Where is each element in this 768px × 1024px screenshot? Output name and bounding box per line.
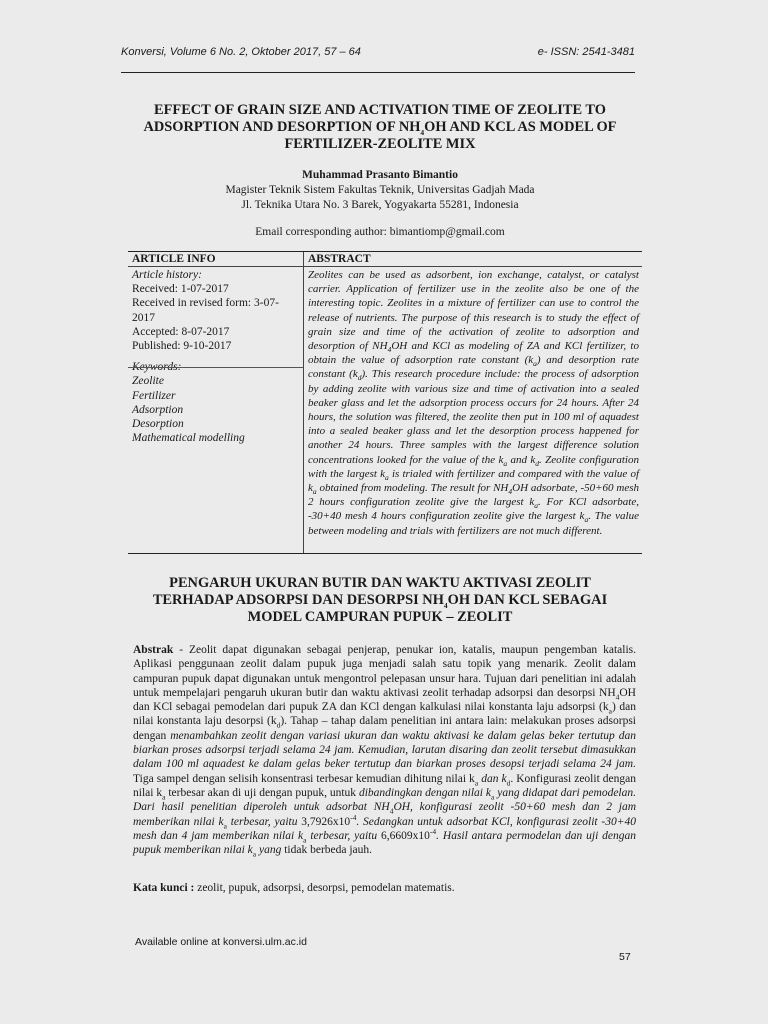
author-name: Muhammad Prasanto Bimantio xyxy=(302,169,458,181)
title2-line-1: PENGARUH UKURAN BUTIR DAN WAKTU AKTIVASI ZEOLIT xyxy=(169,575,591,591)
author-affiliation: Magister Teknik Sistem Fakultas Teknik, Universitas Gadjah Mada xyxy=(225,184,535,196)
running-header xyxy=(121,44,635,73)
title-line-3: FERTILIZER-ZEOLITE MIX xyxy=(284,136,476,152)
abstract-heading: ABSTRACT xyxy=(308,253,371,265)
article-history xyxy=(132,268,300,445)
article-info-table xyxy=(128,251,642,554)
available-online-link[interactable]: Available online at konversi.ulm.ac.id xyxy=(135,936,307,948)
kata-kunci xyxy=(133,882,636,894)
paper-title-english xyxy=(120,102,640,153)
kata-kunci-text: zeolit, pupuk, adsorpsi, desorpsi, pemodelan matematis. xyxy=(194,882,455,894)
keyword-item: Zeolite xyxy=(132,375,164,388)
kata-kunci-label: Kata kunci : xyxy=(133,882,195,894)
author-block xyxy=(120,168,640,213)
accepted-date: Accepted: 8-07-2017 xyxy=(132,325,230,338)
keyword-item: Adsorption xyxy=(132,403,184,416)
abstrak-label: Abstrak xyxy=(133,644,174,656)
author-email: Email corresponding author: bimantiomp@gmail.com xyxy=(255,226,505,238)
keyword-item: Mathematical modelling xyxy=(132,432,245,445)
revised-date: Received in revised form: 3-07- xyxy=(132,297,279,310)
revised-date-year: 2017 xyxy=(132,311,155,324)
title-line-2: ADSORPTION AND DESORPTION OF $NH_4OH$ AND KCL AS MODEL OF xyxy=(143,119,617,137)
received-date: Received: 1-07-2017 xyxy=(132,283,229,296)
abstract-text: Zeolites can be used as adsorbent, ion exchange, catalyst, or catalyst carrier. Application of fertilizer use in the zeolite also be one of the interesting topic. Zeolites in a mixture of fertilizer can use to control the release of nutrients. The purpose of this research is to study the effect of grain size and time of the activation of zeolite to adsorption and desorption of $NH_4OH$ and KCl as modeling of ZA and KCl fertilizer, to obtain the value of adsorption rate constant $(k_a)$ and desorption rate constant $(k_d)$. This research procedure include: the process of adsorption by adding zeolite with various size and time of activation into a sealed beaker glass and let the adsorption process occurs for 24 hours. After 24 hours, the solution was filtered, the zeolite then put in 100 ml of aquadest into a sealed beaker glass and let the desorption process happened for another 24 hours. Three samples with the largest difference solution concentrations looked for the value of the $k_a$ and $k_d$. Zeolite configuration with the largest $k_a$ is trialed with fertilizer and compared with the value of $k_a$ obtained from modeling. The result for $NH_4OH$ adsorbate, -50+60 mesh 2 hours configuration zeolite give the largest $k_a$. For KCl adsorbate, -30+40 mesh 4 hours configuration zeolite give the largest $k_a$. The value between modeling and trials with fertilizers are not much different. xyxy=(308,269,640,537)
title2-line-3: MODEL CAMPURAN PUPUK – ZEOLIT xyxy=(247,609,513,625)
issn: e- ISSN: 2541-3481 xyxy=(537,46,635,58)
keyword-item: Desorption xyxy=(132,418,184,431)
author-address: Jl. Teknika Utara No. 3 Barek, Yogyakarta 55281, Indonesia xyxy=(241,199,519,211)
column-divider xyxy=(303,252,304,553)
title-line-1: EFFECT OF GRAIN SIZE AND ACTIVATION TIME OF ZEOLITE TO xyxy=(154,102,606,118)
journal-citation: Konversi, Volume 6 No. 2, Oktober 2017, 57 – 64 xyxy=(121,46,361,58)
abstrak-paragraph: Abstrak - Zeolit dapat digunakan sebagai penjerap, penukar ion, katalis, maupun pengemban katalis. Aplikasi penggunaan zeolit dalam pupuk juga menjadi salah satu topik yang menarik. Zeolit dalam campuran pupuk dapat digunakan untuk mengontrol pelepasan unsur hara. Tujuan dari penelitian ini adalah untuk mempelajari pengaruh ukuran butir dan waktu aktivasi zeolit terhadap adsorpsi dan desorpsi $NH_4OH$ dan KCl sebagai pemodelan dari pupuk ZA dan KCl dengan kalkulasi nilai konstanta laju adsorpsi $(k_a)$ dan nilai konstanta laju desorpsi $(k_d)$. Tahap – tahap dalam penelitian ini antara lain: melakukan proses adsorpsi dengan menambahkan zeolit dengan variasi ukuran dan waktu aktivasi ke dalam gelas beker tertutup dan biarkan proses adsorpsi terjadi selama 24 jam. Kemudian, larutan disaring dan zeolit tersebut dimasukkan dalam 100 ml aquadest ke dalam gelas beker tertutup dan biarkan proses desopsi terjadi selama 24 jam. Tiga sampel dengan selisih konsentrasi terbesar kemudian dihitung nilai $k_a$ dan $k_d$. Konfigurasi zeolit dengan nilai $k_a$ terbesar akan di uji dengan pupuk, untuk dibandingkan dengan nilai $k_a$ yang didapat dari pemodelan. Dari hasil penelitian diperoleh untuk adsorbat $NH_4OH$, konfigurasi zeolit -50+60 mesh dan 2 jam memberikan nilai $k_a$ terbesar, yaitu $3,7926x10^{-4}$. Sedangkan untuk adsorbat KCl, konfigurasi zeolit -30+40 mesh dan 4 jam memberikan nilai $k_a$ terbesar, yaitu $6,6609x10^{-4}$. Hasil antara permodelan dan uji dengan pupuk memberikan nilai $k_a$ yang tidak berbeda jauh. xyxy=(133,644,637,859)
history-label: Article history: xyxy=(132,269,202,281)
header-row-divider xyxy=(128,266,642,267)
keywords-label: Keywords: xyxy=(132,361,182,374)
info-divider xyxy=(128,367,303,368)
article-info-heading: ARTICLE INFO xyxy=(132,253,216,265)
keyword-item: Fertilizer xyxy=(132,389,176,402)
title2-line-2: TERHADAP ADSORPSI DAN DESORPSI $NH_4OH$ DAN KCL SEBAGAI xyxy=(152,592,608,610)
page-number: 57 xyxy=(619,951,631,963)
paper-title-indonesian xyxy=(120,575,640,626)
published-date: Published: 9-10-2017 xyxy=(132,340,232,353)
